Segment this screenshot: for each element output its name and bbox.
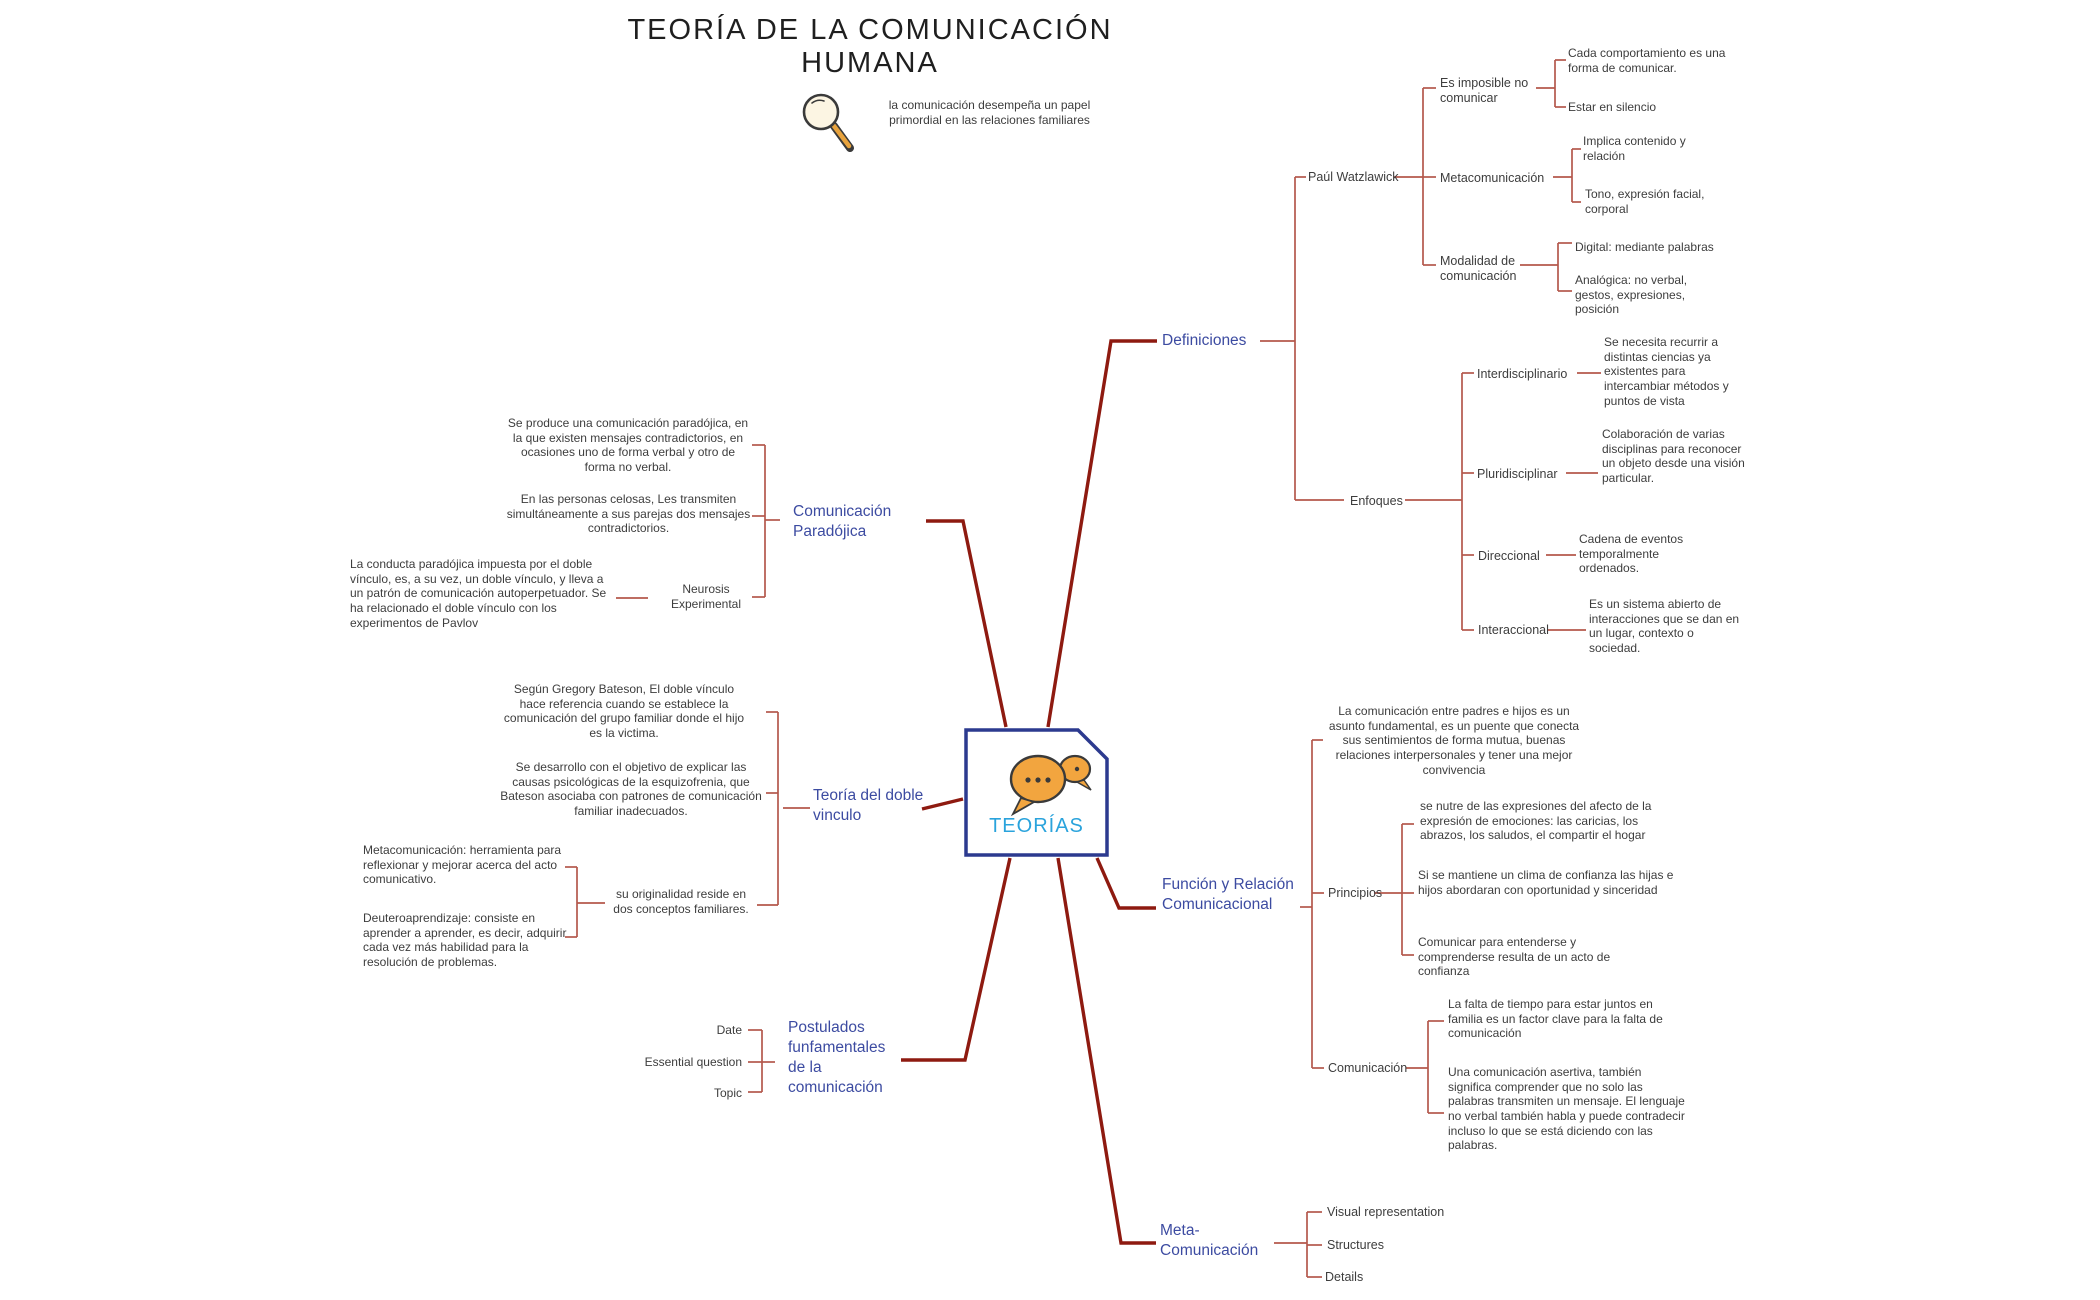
node-principios[interactable]: Principios [1328,886,1383,900]
node-interdisciplinario-desc[interactable]: Se necesita recurrir a distintas ciencias ya existentes para intercambiar métodos y puntos de vista [1604,335,1729,408]
node-es-imposible[interactable]: Es imposible no comunicar [1440,76,1529,106]
node-topic[interactable]: Topic [713,1086,742,1100]
node-visual-representation[interactable]: Visual representation [1327,1205,1445,1219]
node-pluridisciplinar-desc[interactable]: Colaboración de varias disciplinas para reconocer un objeto desde una visión particular. [1602,427,1745,485]
node-pluridisciplinar[interactable]: Pluridisciplinar [1477,467,1558,481]
node-structures[interactable]: Structures [1327,1238,1384,1252]
topic-comunicacion-paradojica[interactable]: Comunicación Paradójica [793,503,892,541]
node-interdisciplinario[interactable]: Interdisciplinario [1477,367,1568,381]
central-node-label[interactable]: TEORÍAS [989,815,1084,837]
node-modalidad[interactable]: Modalidad de comunicación [1440,254,1517,284]
node-cada-comportamiento[interactable]: Cada comportamiento es una forma de comunicar. [1568,46,1726,75]
topic-funcion-relacion[interactable]: Función y Relación Comunicacional [1162,876,1294,914]
node-date[interactable]: Date [716,1023,742,1037]
node-direccional[interactable]: Direccional [1478,549,1540,563]
page-title: TEORÍA DE LA COMUNICACIÓN HUMANA [627,14,1113,79]
node-implica-contenido[interactable]: Implica contenido y relación [1583,134,1686,163]
node-td-nota-2[interactable]: Se desarrollo con el objetivo de explicar las causas psicológicas de la esquizofrenia, que Bateson asociaba con patrones de comunicación familiar inadecuados. [500,760,762,818]
node-tono-expresion[interactable]: Tono, expresión facial, corporal [1585,187,1705,216]
node-interaccional[interactable]: Interaccional [1478,623,1549,637]
note-text[interactable]: la comunicación desempeña un papel primordial en las relaciones familiares [888,98,1091,127]
node-estar-en-silencio[interactable]: Estar en silencio [1568,100,1657,114]
node-paul-watzlawick[interactable]: Paúl Watzlawick [1308,170,1399,184]
node-principios-2[interactable]: Si se mantiene un clima de confianza las hijas e hijos abordaran con oportunidad y sinceridad [1418,868,1674,897]
node-digital[interactable]: Digital: mediante palabras [1575,240,1714,254]
node-comunicacion-2[interactable]: Una comunicación asertiva, también significa comprender que no solo las palabras transmiten un mensaje. El lenguaje no verbal también habla y puede contradecir incluso lo que se está diciendo con las palabras. [1448,1065,1685,1153]
topic-teoria-doble-vinculo[interactable]: Teoría del doble vinculo [813,787,924,825]
node-neurosis-experimental[interactable]: Neurosis Experimental [670,582,742,611]
node-cp-nota-1[interactable]: Se produce una comunicación paradójica, en la que existen mensajes contradictorios, en ocasiones uno de forma verbal y otro de forma no verbal. [507,416,749,474]
node-comunicacion[interactable]: Comunicación [1328,1061,1408,1075]
node-analogica[interactable]: Analógica: no verbal, gestos, expresiones, posición [1575,273,1688,317]
node-interaccional-desc[interactable]: Es un sistema abierto de interacciones que se dan en un lugar, contexto o sociedad. [1589,597,1740,655]
node-principios-3[interactable]: Comunicar para entenderse y comprenderse resulta de un acto de confianza [1418,935,1611,979]
node-details[interactable]: Details [1325,1270,1364,1284]
node-neurosis-desc[interactable]: La conducta paradójica impuesta por el doble vínculo, es, a su vez, un doble vínculo, y lleva a un patrón de comunicación autoperpetuador. Se ha relacionado el doble vínculo con los experimentos de Pavlov [350,557,607,630]
node-originalidad[interactable]: su originalidad reside en dos conceptos familiares. [613,887,749,916]
node-fr-intro[interactable]: La comunicación entre padres e hijos es un asunto fundamental, es un puente que conecta sus sentimientos de forma mutua, buenas relaciones interpersonales y tener una mejor convivencia [1328,704,1580,777]
topic-meta-comunicacion[interactable]: Meta-Comunicación [1160,1222,1259,1260]
node-comunicacion-1[interactable]: La falta de tiempo para estar juntos en familia es un factor clave para la falta de comunicación [1448,997,1663,1041]
topic-definiciones[interactable]: Definiciones [1162,332,1247,349]
topic-postulados[interactable]: Postulados funfamentales de la comunicación [788,1019,886,1097]
node-metacomunicacion-herramienta[interactable]: Metacomunicación: herramienta para reflexionar y mejorar acerca del acto comunicativo. [363,843,562,887]
node-metacomunicacion[interactable]: Metacomunicación [1440,171,1545,185]
node-principios-1[interactable]: se nutre de las expresiones del afecto de la expresión de emociones: las caricias, los abrazos, los saludos, el compartir el hogar [1420,799,1652,843]
node-cp-nota-2[interactable]: En las personas celosas, Les transmiten simultáneamente a sus parejas dos mensajes contradictorios. [506,492,751,536]
node-direccional-desc[interactable]: Cadena de eventos temporalmente ordenados. [1579,532,1684,576]
magnifier-icon [804,95,850,148]
node-deuteroaprendizaje[interactable]: Deuteroaprendizaje: consiste en aprender a aprender, es decir, adquirir cada vez más habilidad para la resolución de problemas. [363,911,567,969]
node-essential-question[interactable]: Essential question [644,1055,742,1069]
node-td-nota-1[interactable]: Según Gregory Bateson, El doble vínculo hace referencia cuando se establece la comunicación del grupo familiar donde el hijo es la victima. [503,682,745,740]
node-enfoques[interactable]: Enfoques [1350,494,1403,508]
